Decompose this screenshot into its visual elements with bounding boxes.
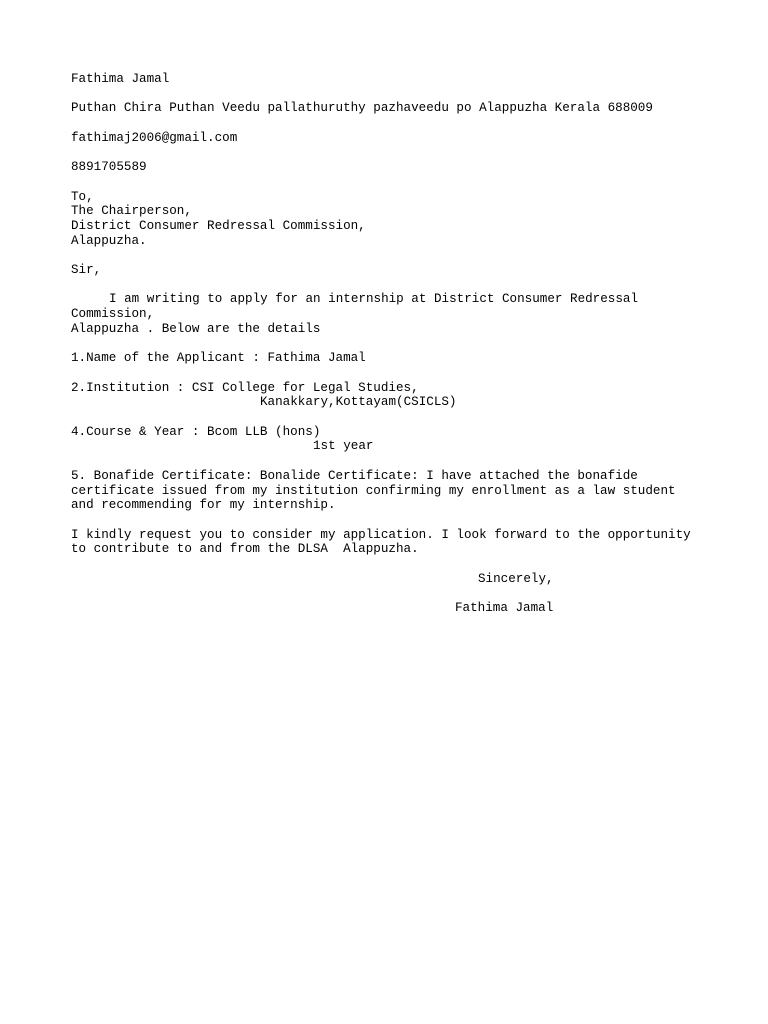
request-line-2: to contribute to and from the DLSA Alappuzha. <box>71 542 419 557</box>
spacer <box>71 278 711 293</box>
intro-line-2: Commission, <box>71 307 155 322</box>
detail-bonafide-2: certificate issued from my institution confirming my enrollment as a law student <box>71 483 676 498</box>
recipient-title: The Chairperson, <box>71 204 192 219</box>
spacer <box>71 175 711 190</box>
salutation: Sir, <box>71 263 102 278</box>
spacer <box>71 586 711 601</box>
recipient-city: Alappuzha. <box>71 233 147 248</box>
spacer <box>71 557 711 572</box>
detail-course-year: 1st year <box>313 439 374 454</box>
sender-address: Puthan Chira Puthan Veedu pallathuruthy pazhaveedu po Alappuzha Kerala 688009 <box>71 101 653 116</box>
spacer <box>71 248 711 263</box>
spacer <box>71 454 711 469</box>
sender-email: fathimaj2006@gmail.com <box>71 130 238 145</box>
intro-line-1: I am writing to apply for an internship at District Consumer Redressal <box>109 292 639 307</box>
signature: Fathima Jamal <box>455 601 554 616</box>
spacer <box>71 145 711 160</box>
detail-bonafide-3: and recommending for my internship. <box>71 498 336 513</box>
request-line-1: I kindly request you to consider my application. I look forward to the opportunity <box>71 527 691 542</box>
recipient-organization: District Consumer Redressal Commission, <box>71 218 366 233</box>
closing: Sincerely, <box>478 571 554 586</box>
detail-applicant-name: 1.Name of the Applicant : Fathima Jamal <box>71 351 366 366</box>
spacer <box>71 366 711 381</box>
detail-institution-cont: Kanakkary,Kottayam(CSICLS) <box>260 395 457 410</box>
detail-institution: 2.Institution : CSI College for Legal Studies, <box>71 380 419 395</box>
letter-page <box>71 72 711 616</box>
spacer <box>71 337 711 352</box>
detail-bonafide-1: 5. Bonafide Certificate: Bonalide Certificate: I have attached the bonafide <box>71 468 638 483</box>
sender-name: Fathima Jamal <box>71 72 170 86</box>
intro-line-3: Alappuzha . Below are the details <box>71 321 321 336</box>
spacer <box>71 410 711 425</box>
spacer <box>71 513 711 528</box>
sender-phone: 8891705589 <box>71 160 147 175</box>
detail-course: 4.Course & Year : Bcom LLB (hons) <box>71 424 321 439</box>
recipient-to: To, <box>71 189 94 204</box>
spacer <box>71 87 711 102</box>
spacer <box>71 116 711 131</box>
